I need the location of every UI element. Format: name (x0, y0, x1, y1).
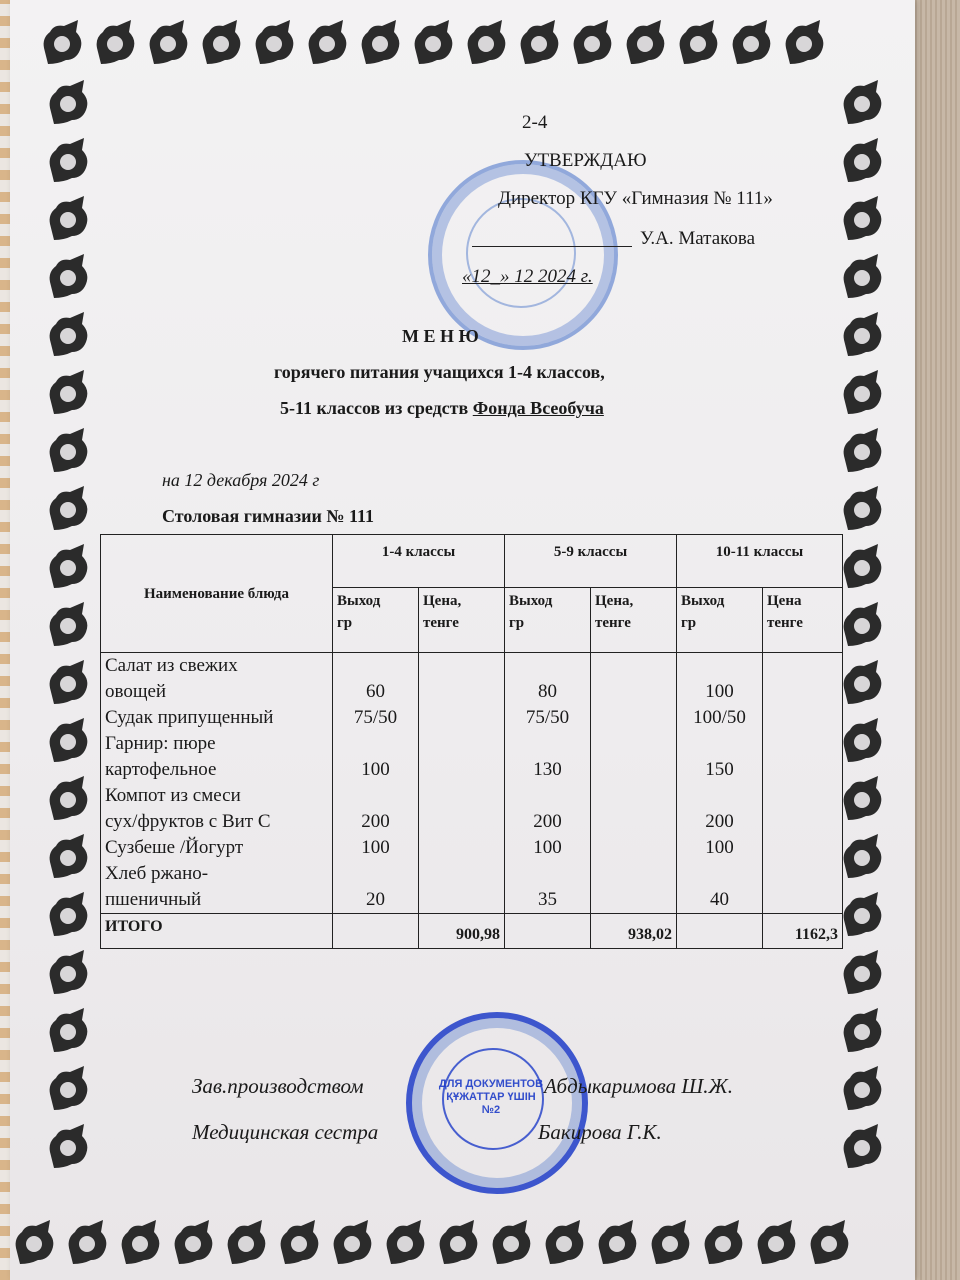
total-grades-1-4: 900,98 (419, 914, 505, 949)
fund-name: Фонда Всеобуча (472, 398, 604, 418)
total-grades-5-9: 938,02 (591, 914, 677, 949)
canteen-name: Столовая гимназии № 111 (162, 506, 374, 526)
border-ornament-icon (46, 774, 92, 824)
ornament-border-left (46, 78, 92, 1172)
empty-cell (505, 914, 591, 949)
ornament-border-top (40, 18, 828, 68)
dish-name: пшеничный (105, 889, 202, 910)
border-ornament-icon (199, 18, 245, 68)
dish-name: Гарнир: пюре (105, 733, 216, 754)
border-ornament-icon (411, 18, 457, 68)
border-ornament-icon (840, 716, 886, 766)
signature-name-production: Абдыкаримова Ш.Ж. (544, 1074, 733, 1098)
empty-cell (333, 914, 419, 949)
column-header-output: Выход гр (677, 588, 763, 653)
output-value: 80 (538, 681, 557, 702)
border-ornament-icon (623, 18, 669, 68)
border-ornament-icon (46, 310, 92, 360)
border-ornament-icon (840, 1122, 886, 1172)
output-value (681, 731, 758, 757)
output-grades-1-4-cell (333, 653, 419, 914)
stamp-text-line-3: №2 (481, 1104, 501, 1116)
border-ornament-icon (46, 832, 92, 882)
output-value (337, 731, 414, 757)
border-ornament-icon (595, 1218, 641, 1268)
border-ornament-icon (46, 948, 92, 998)
output-value: 130 (533, 759, 562, 780)
dish-name: Салат из свежих (105, 655, 238, 676)
border-ornament-icon (305, 18, 351, 68)
border-ornament-icon (570, 18, 616, 68)
output-value (509, 653, 586, 679)
border-ornament-icon (383, 1218, 429, 1268)
border-ornament-icon (40, 18, 86, 68)
output-value: 75/50 (353, 707, 398, 728)
total-label: ИТОГО (101, 914, 333, 949)
dish-names-cell (101, 653, 333, 914)
border-ornament-icon (46, 1006, 92, 1056)
output-value: 35 (538, 889, 557, 910)
output-value: 100 (361, 837, 390, 858)
border-ornament-icon (12, 1218, 58, 1268)
border-ornament-icon (46, 1122, 92, 1172)
border-ornament-icon (46, 252, 92, 302)
border-ornament-icon (46, 716, 92, 766)
dish-name: сух/фруктов с Вит С (105, 811, 271, 832)
signature-role-nurse: Медицинская сестра (192, 1120, 379, 1144)
dish-name: Компот из смеси (105, 785, 241, 806)
border-ornament-icon (754, 1218, 800, 1268)
column-header-price: Цена, тенге (419, 588, 505, 653)
output-value (681, 653, 758, 679)
border-ornament-icon (840, 310, 886, 360)
border-ornament-icon (676, 18, 722, 68)
border-ornament-icon (93, 18, 139, 68)
document-page (10, 0, 915, 1280)
border-ornament-icon (840, 542, 886, 592)
output-value (509, 861, 586, 887)
border-ornament-icon (464, 18, 510, 68)
border-ornament-icon (840, 484, 886, 534)
border-ornament-icon (224, 1218, 270, 1268)
border-ornament-icon (436, 1218, 482, 1268)
output-value (509, 731, 586, 757)
menu-date: на 12 декабря 2024 г (162, 470, 320, 490)
border-ornament-icon (701, 1218, 747, 1268)
output-value (681, 861, 758, 887)
output-value: 150 (705, 759, 734, 780)
border-ornament-icon (252, 18, 298, 68)
border-ornament-icon (358, 18, 404, 68)
output-value: 100 (361, 759, 390, 780)
document-number: 2-4 (522, 112, 548, 133)
output-value: 100 (705, 681, 734, 702)
output-value: 40 (710, 889, 729, 910)
border-ornament-icon (840, 774, 886, 824)
output-grades-5-9-cell (505, 653, 591, 914)
column-group-grades-1-4: 1-4 классы (333, 535, 505, 588)
dish-name: Сузбеше /Йогурт (105, 837, 244, 858)
table-body-row (101, 653, 843, 914)
stamp-text-line-1: ДЛЯ ДОКУМЕНТОВ (438, 1078, 544, 1090)
director-name: У.А. Матакова (640, 228, 756, 249)
menu-subtitle-2 (280, 398, 604, 419)
menu-table (100, 534, 843, 949)
border-ornament-icon (840, 368, 886, 418)
output-grades-10-11-cell (677, 653, 763, 914)
border-ornament-icon (840, 78, 886, 128)
total-grades-10-11: 1162,3 (763, 914, 843, 949)
ornament-border-right (840, 78, 886, 1172)
border-ornament-icon (46, 194, 92, 244)
column-header-price: Цена тенге (763, 588, 843, 653)
column-header-dish-name: Наименование блюда (101, 535, 333, 653)
output-value: 200 (361, 811, 390, 832)
ornament-border-bottom (12, 1218, 853, 1268)
output-value (509, 783, 586, 809)
signature-line-director (472, 246, 632, 247)
border-ornament-icon (840, 1064, 886, 1114)
menu-subtitle-1: горячего питания учащихся 1-4 классов, (274, 362, 605, 382)
approval-position: Директор КГУ «Гимназия № 111» (498, 188, 773, 209)
border-ornament-icon (840, 136, 886, 186)
table-total-row (101, 914, 843, 949)
output-value: 100/50 (693, 707, 746, 728)
border-ornament-icon (840, 252, 886, 302)
border-ornament-icon (46, 542, 92, 592)
menu-subtitle-2-prefix: 5-11 классов из средств (280, 398, 473, 418)
border-ornament-icon (840, 658, 886, 708)
border-ornament-icon (46, 600, 92, 650)
output-value: 20 (366, 889, 385, 910)
border-ornament-icon (46, 1064, 92, 1114)
output-value: 100 (533, 837, 562, 858)
column-group-grades-5-9: 5-9 классы (505, 535, 677, 588)
column-header-output: Выход гр (333, 588, 419, 653)
approval-date: «12_» 12 2024 г. (462, 266, 593, 287)
price-grades-10-11-cell (763, 653, 843, 914)
output-value (337, 653, 414, 679)
border-ornament-icon (171, 1218, 217, 1268)
dish-name: картофельное (105, 759, 217, 780)
border-ornament-icon (729, 18, 775, 68)
price-grades-1-4-cell (419, 653, 505, 914)
menu-title: М Е Н Ю (402, 326, 479, 346)
border-ornament-icon (46, 136, 92, 186)
border-ornament-icon (46, 368, 92, 418)
output-value: 60 (366, 681, 385, 702)
border-ornament-icon (46, 658, 92, 708)
border-ornament-icon (840, 832, 886, 882)
stamp-text-line-2: ҚҰЖАТТАР ҮШІН (446, 1091, 536, 1103)
border-ornament-icon (330, 1218, 376, 1268)
column-header-output: Выход гр (505, 588, 591, 653)
output-value: 200 (705, 811, 734, 832)
border-ornament-icon (277, 1218, 323, 1268)
official-stamp-bottom (406, 1012, 588, 1194)
border-ornament-icon (840, 1006, 886, 1056)
border-ornament-icon (840, 426, 886, 476)
border-ornament-icon (782, 18, 828, 68)
signature-role-production: Зав.производством (192, 1074, 364, 1098)
border-ornament-icon (840, 948, 886, 998)
border-ornament-icon (46, 426, 92, 476)
border-ornament-icon (840, 600, 886, 650)
dish-name: Хлеб ржано- (105, 863, 209, 884)
output-value (337, 783, 414, 809)
border-ornament-icon (542, 1218, 588, 1268)
output-value: 200 (533, 811, 562, 832)
output-value: 100 (705, 837, 734, 858)
border-ornament-icon (65, 1218, 111, 1268)
border-ornament-icon (46, 484, 92, 534)
border-ornament-icon (648, 1218, 694, 1268)
column-group-grades-10-11: 10-11 классы (677, 535, 843, 588)
border-ornament-icon (840, 890, 886, 940)
border-ornament-icon (517, 18, 563, 68)
border-ornament-icon (118, 1218, 164, 1268)
dish-name: Судак припущенный (105, 707, 274, 728)
empty-cell (677, 914, 763, 949)
output-value: 75/50 (525, 707, 570, 728)
border-ornament-icon (489, 1218, 535, 1268)
output-value (337, 861, 414, 887)
output-value (681, 783, 758, 809)
border-ornament-icon (46, 78, 92, 128)
border-ornament-icon (146, 18, 192, 68)
column-header-price: Цена, тенге (591, 588, 677, 653)
signature-name-nurse: Бакирова Г.К. (538, 1120, 662, 1144)
border-ornament-icon (840, 194, 886, 244)
border-ornament-icon (46, 890, 92, 940)
dish-name: овощей (105, 681, 167, 702)
approval-title: УТВЕРЖДАЮ (524, 150, 647, 171)
price-grades-5-9-cell (591, 653, 677, 914)
border-ornament-icon (807, 1218, 853, 1268)
